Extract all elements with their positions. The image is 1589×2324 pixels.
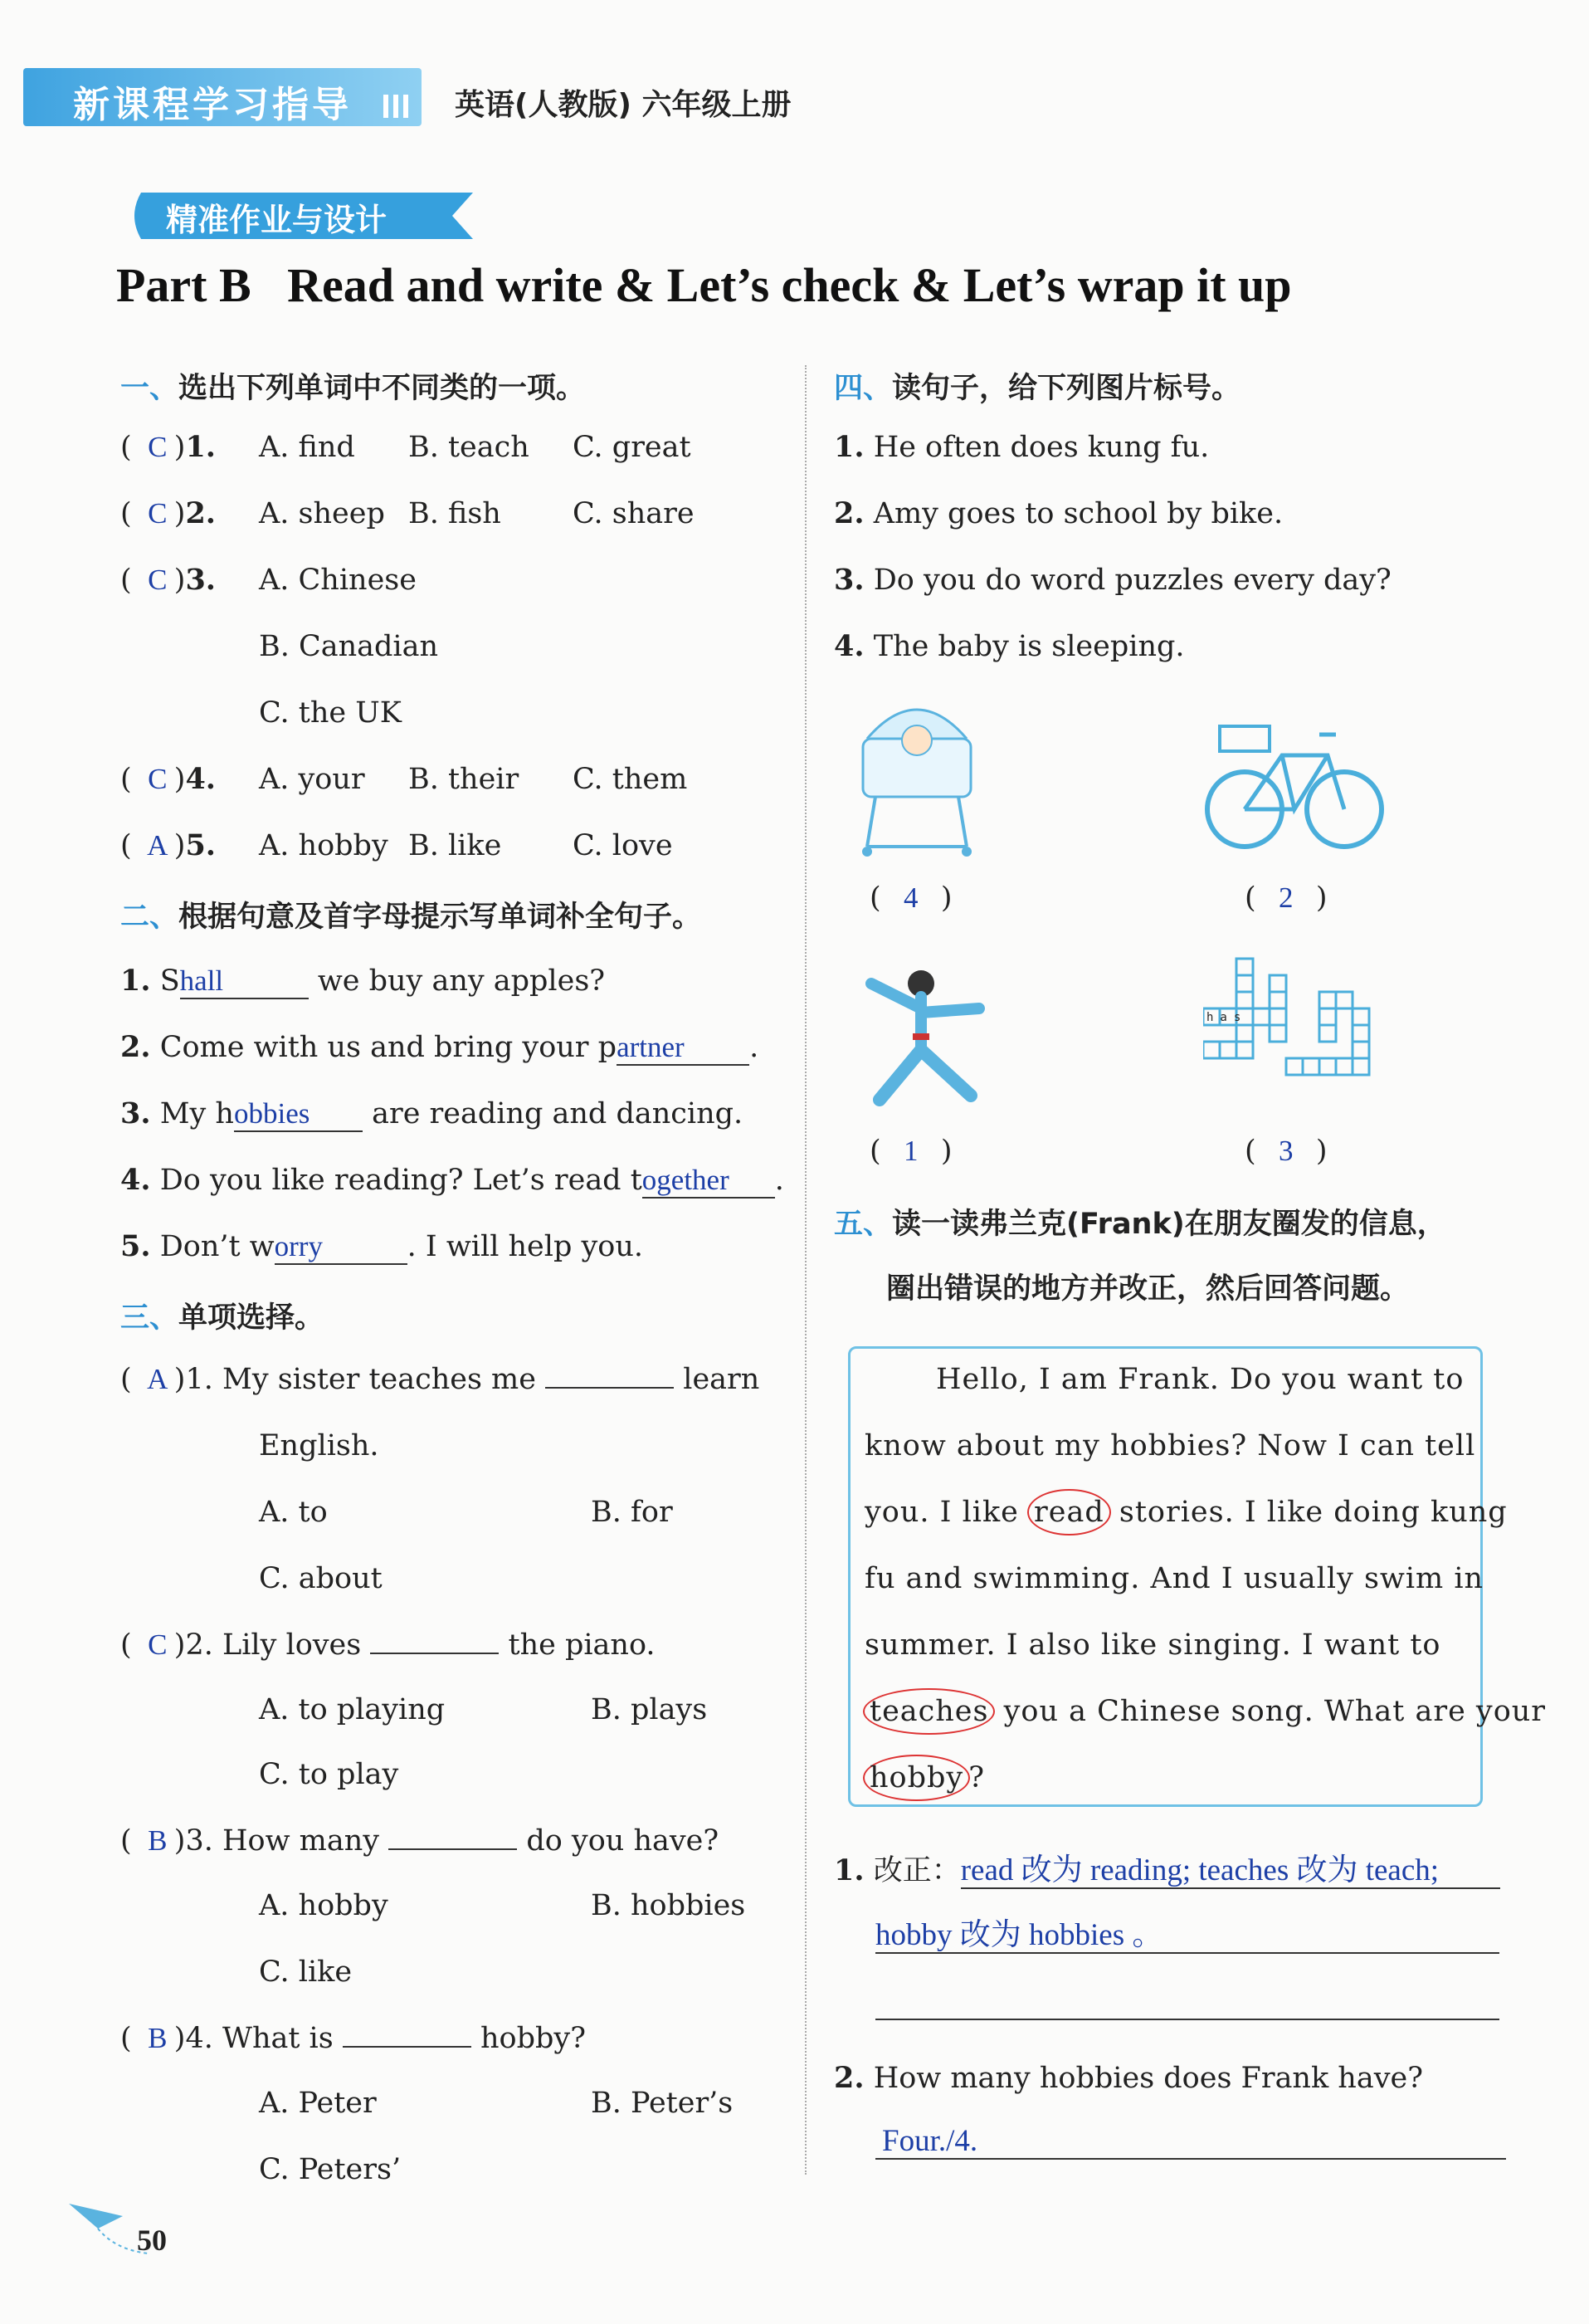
option-c: C. about: [259, 1562, 383, 1595]
error-circle: hobby: [863, 1755, 970, 1801]
sec2-item-3: 3. My hobbies are reading and dancing.: [120, 1096, 743, 1130]
option-c: C. Peters’: [259, 2153, 402, 2186]
message-line-7: hobby ?: [865, 1760, 985, 1796]
blank-line: [875, 2019, 1499, 2020]
option-b: B. plays: [591, 1693, 708, 1726]
puzzle-letters: has: [1206, 1011, 1248, 1024]
fill-answer: orry: [275, 1230, 407, 1265]
message-line-2: know about my hobbies? Now I can tell: [865, 1429, 1476, 1462]
sec2-item-5: 5. Don’t worry . I will help you.: [120, 1229, 643, 1263]
option-a: A. Chinese: [259, 564, 417, 597]
message-line-3: you. I like read stories. I like doing kung: [865, 1494, 1508, 1531]
answer: 2: [1279, 881, 1294, 914]
sec5-heading-2: 圈出错误的地方并改正，然后回答问题。: [886, 1272, 1410, 1306]
sec2-item-4: 4. Do you like reading? Let’s read together .: [120, 1163, 784, 1197]
option-b: B. their: [408, 763, 519, 796]
fill-answer: artner: [617, 1031, 749, 1066]
answer: C: [148, 497, 168, 530]
banner-label: 精准作业与设计: [166, 202, 388, 238]
sec4-sentence-4: 4. The baby is sleeping.: [834, 629, 1185, 663]
option-a: A. to playing: [259, 1693, 446, 1726]
option-c: C. great: [573, 431, 691, 464]
message-line-5: summer. I also like singing. I want to: [865, 1628, 1441, 1662]
sec2-heading: 二、根据句意及首字母提示写单词补全句子。: [120, 901, 702, 934]
kung-fu-icon: [838, 950, 1004, 1116]
sec1-item-2: ( C )2.: [120, 496, 216, 530]
answer: 1: [904, 1135, 919, 1167]
option-c: C. them: [573, 763, 688, 796]
answer: C: [148, 1628, 168, 1661]
sec1-item-5: ( A )5.: [120, 828, 216, 862]
sec3-q4: ( B )4. What is hobby?: [120, 2022, 586, 2055]
correction-answer-2: hobby 改为 hobbies 。: [875, 1919, 1499, 1954]
sec5-q1-line2: [875, 1917, 1499, 1954]
sec3-q3: ( B )3. How many do you have?: [120, 1824, 719, 1858]
baby-cradle-icon: [842, 689, 992, 863]
sec1-item-4: ( C )4.: [120, 762, 216, 796]
sec1-item-1: ( C )1.: [120, 430, 216, 464]
answer: C: [148, 763, 168, 795]
option-a: A. to: [259, 1496, 328, 1529]
sec4-sentence-3: 3. Do you do word puzzles every day?: [834, 563, 1392, 597]
sec4-sentence-2: 2. Amy goes to school by bike.: [834, 496, 1284, 530]
word-puzzle-icon: [1203, 954, 1386, 1104]
fill-answer: hall: [180, 964, 309, 999]
option-a: A. hobby: [259, 829, 388, 862]
option-a: A. find: [259, 431, 355, 464]
header-subject: 英语(人教版) 六年级上册: [455, 88, 792, 122]
answer: B: [148, 1824, 168, 1857]
fill-answer: obbies: [234, 1097, 363, 1132]
option-c: C. like: [259, 1955, 353, 1989]
header-brand: 新课程学习指导: [73, 84, 352, 126]
option-c: C. love: [573, 829, 673, 862]
baby-label: ( 4 ): [870, 881, 953, 915]
option-c: C. the UK: [259, 696, 402, 730]
sec2-item-1: 1. Shall we buy any apples?: [120, 964, 606, 998]
sec4-sentence-1: 1. He often does kung fu.: [834, 430, 1210, 464]
answer: B: [148, 2022, 168, 2054]
message-line-6: teaches you a Chinese song. What are your: [865, 1693, 1546, 1730]
answer: Four./4.: [875, 2125, 1506, 2160]
sec5-heading: 五、读一读弗兰克(Frank)在朋友圈发的信息，: [834, 1208, 1446, 1241]
sec5-q2-answer: [875, 2123, 1506, 2160]
page-title: Part B Read and write & Let’s check & Let’s wrap it up: [116, 258, 1292, 312]
answer: C: [148, 564, 168, 596]
sec1-item-3: ( C )3.: [120, 563, 216, 597]
kungfu-label: ( 1 ): [870, 1135, 953, 1168]
page-number: 50: [137, 2224, 167, 2257]
option-b: B. for: [591, 1496, 673, 1529]
answer: A: [147, 1363, 168, 1395]
sec3-q1-cont: English.: [259, 1429, 379, 1462]
message-line-1: Hello, I am Frank. Do you want to: [936, 1363, 1465, 1396]
bike-label: ( 2 ): [1245, 881, 1328, 915]
option-b: B. like: [408, 829, 502, 862]
sec5-q1: 1. 改正：read 改为 reading; teaches 改为 teach;: [834, 1853, 1500, 1889]
sec3-heading: 三、单项选择。: [120, 1301, 324, 1335]
sec5-q2: 2. How many hobbies does Frank have?: [834, 2061, 1423, 2095]
option-a: A. your: [259, 763, 365, 796]
sec1-heading: 一、选出下列单词中不同类的一项。: [120, 372, 586, 405]
option-c: C. to play: [259, 1758, 399, 1791]
correction-answer-1: read 改为 reading; teaches 改为 teach;: [961, 1854, 1500, 1889]
option-b: B. Peter’s: [591, 2087, 734, 2120]
option-b: B. Canadian: [259, 630, 439, 663]
error-circle: read: [1027, 1489, 1111, 1536]
message-line-4: fu and swimming. And I usually swim in: [865, 1562, 1484, 1595]
option-a: A. sheep: [259, 497, 385, 530]
header-bars-icon: [382, 90, 415, 120]
fill-answer: ogether: [642, 1164, 775, 1199]
option-a: A. Peter: [259, 2087, 377, 2120]
sec4-heading: 四、读句子，给下列图片标号。: [834, 372, 1241, 405]
option-b: B. fish: [408, 497, 501, 530]
answer: C: [148, 431, 168, 463]
option-c: C. share: [573, 497, 695, 530]
column-divider: [805, 365, 807, 2175]
option-b: B. teach: [408, 431, 529, 464]
sec3-q2: ( C )2. Lily loves the piano.: [120, 1628, 656, 1662]
option-b: B. hobbies: [591, 1889, 746, 1922]
sec3-q1: ( A )1. My sister teaches me learn: [120, 1363, 760, 1396]
sec2-item-2: 2. Come with us and bring your partner .: [120, 1030, 759, 1064]
error-circle: teaches: [863, 1688, 995, 1735]
bicycle-icon: [1203, 710, 1386, 859]
answer: A: [147, 829, 168, 862]
option-a: A. hobby: [259, 1889, 388, 1922]
puzzle-label: ( 3 ): [1245, 1135, 1328, 1168]
answer: 3: [1279, 1135, 1294, 1167]
answer: 4: [904, 881, 919, 914]
